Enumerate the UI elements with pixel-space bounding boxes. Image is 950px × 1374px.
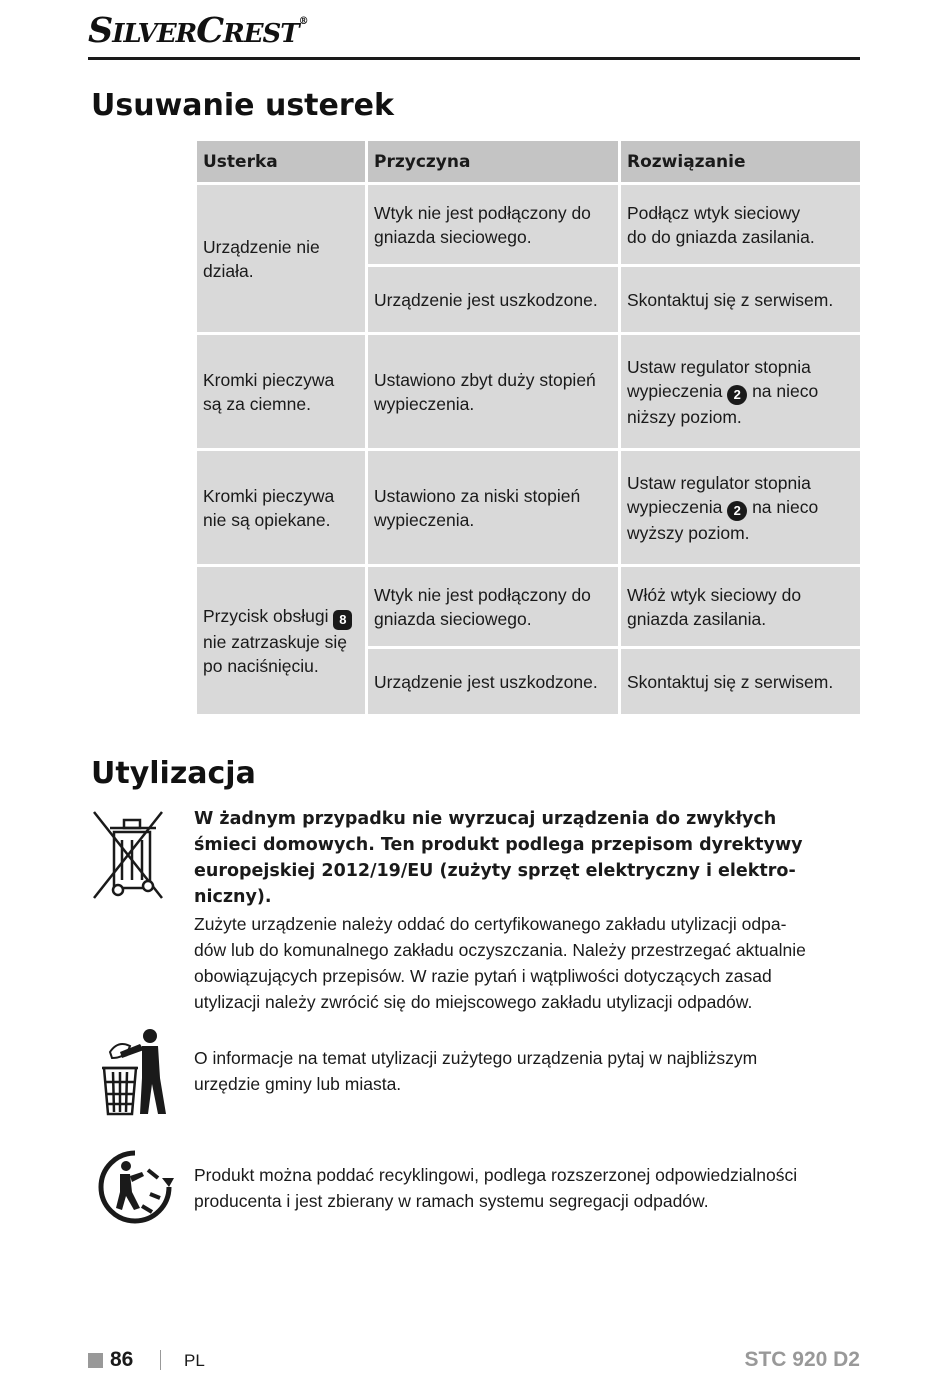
fault-cell: Kromki pieczywa nie są opiekane. — [196, 450, 367, 566]
ref-badge-2: 2 — [727, 501, 747, 521]
language-code: PL — [184, 1351, 205, 1370]
table-header-row — [196, 140, 862, 184]
header-cause: Przyczyna — [367, 140, 620, 184]
header-fault: Usterka — [196, 140, 367, 184]
model-number: STC 920 D2 — [744, 1348, 860, 1371]
troubleshooting-table — [194, 138, 863, 717]
page-header — [88, 8, 860, 60]
page-footer — [88, 1346, 860, 1374]
solution-cell: Podłącz wtyk sieciowy do do gniazda zasilania. — [620, 184, 862, 266]
cause-cell: Urządzenie jest uszkodzone. — [367, 648, 620, 716]
section-title-troubleshooting: Usuwanie usterek — [91, 88, 394, 123]
disposal-info: O informacje na temat utylizacji zużytego urządzenia pytaj w najbliższym urzędzie gminy lub miasta. — [194, 1048, 758, 1094]
solution-cell: Skontaktuj się z serwisem. — [620, 266, 862, 334]
footer-divider — [160, 1350, 161, 1370]
solution-cell: Włóż wtyk sieciowy do gniazda zasilania. — [620, 566, 862, 648]
person-trash-icon — [100, 1028, 172, 1116]
fault-cell: Kromki pieczywa są za ciemne. — [196, 334, 367, 450]
ref-badge-2: 2 — [727, 385, 747, 405]
table-row — [196, 334, 862, 450]
page-number: 86 — [110, 1348, 134, 1371]
crossed-bin-icon — [90, 808, 166, 904]
cause-cell: Ustawiono zbyt duży stopień wypieczenia. — [367, 334, 620, 450]
disposal-warning: W żadnym przypadku nie wyrzucaj urządzenia do zwykłych śmieci domowych. Ten produkt podlega przepisom dyrektywy europejskiej 2012/19/EU (zużyty sprzęt elektryczny i elektro- niczny). — [194, 809, 803, 907]
table-row — [196, 450, 862, 566]
cause-cell: Wtyk nie jest podłączony do gniazda sieciowego. — [367, 184, 620, 266]
recycling-info: Produkt można poddać recyklingowi, podlega rozszerzonej odpowiedzialności producenta i jest zbierany w ramach systemu segregacji odpadów. — [194, 1165, 798, 1211]
solution-cell: Ustaw regulator stopnia wypieczenia 2 na nieco niższy poziom. — [620, 334, 862, 450]
footer-marker — [88, 1353, 103, 1368]
table-row — [196, 184, 862, 266]
disposal-instructions: Zużyte urządzenie należy oddać do certyfikowanego zakładu utylizacji odpa- dów lub do komunalnego zakładu oczyszczania. Należy przestrzegać aktualnie obowiązujących przepisów. W razie pytań i wątpliwości dotyczących zasad utylizacji należy zwrócić się do miejscowego zakładu utylizacji odpadów. — [194, 914, 806, 1012]
fault-cell: Przycisk obsługi 8 nie zatrzaskuje się po naciśnięciu. — [196, 566, 367, 716]
table-row — [196, 566, 862, 648]
cause-cell: Wtyk nie jest podłączony do gniazda sieciowego. — [367, 566, 620, 648]
brand-logo: SILVERCREST® — [88, 10, 308, 51]
header-solution: Rozwiązanie — [620, 140, 862, 184]
ref-badge-8: 8 — [333, 610, 352, 630]
section-title-disposal: Utylizacja — [91, 756, 256, 791]
fault-cell: Urządzenie nie działa. — [196, 184, 367, 334]
solution-cell: Ustaw regulator stopnia wypieczenia 2 na nieco wyższy poziom. — [620, 450, 862, 566]
triman-recycle-icon — [96, 1148, 174, 1226]
cause-cell: Ustawiono za niski stopień wypieczenia. — [367, 450, 620, 566]
cause-cell: Urządzenie jest uszkodzone. — [367, 266, 620, 334]
solution-cell: Skontaktuj się z serwisem. — [620, 648, 862, 716]
